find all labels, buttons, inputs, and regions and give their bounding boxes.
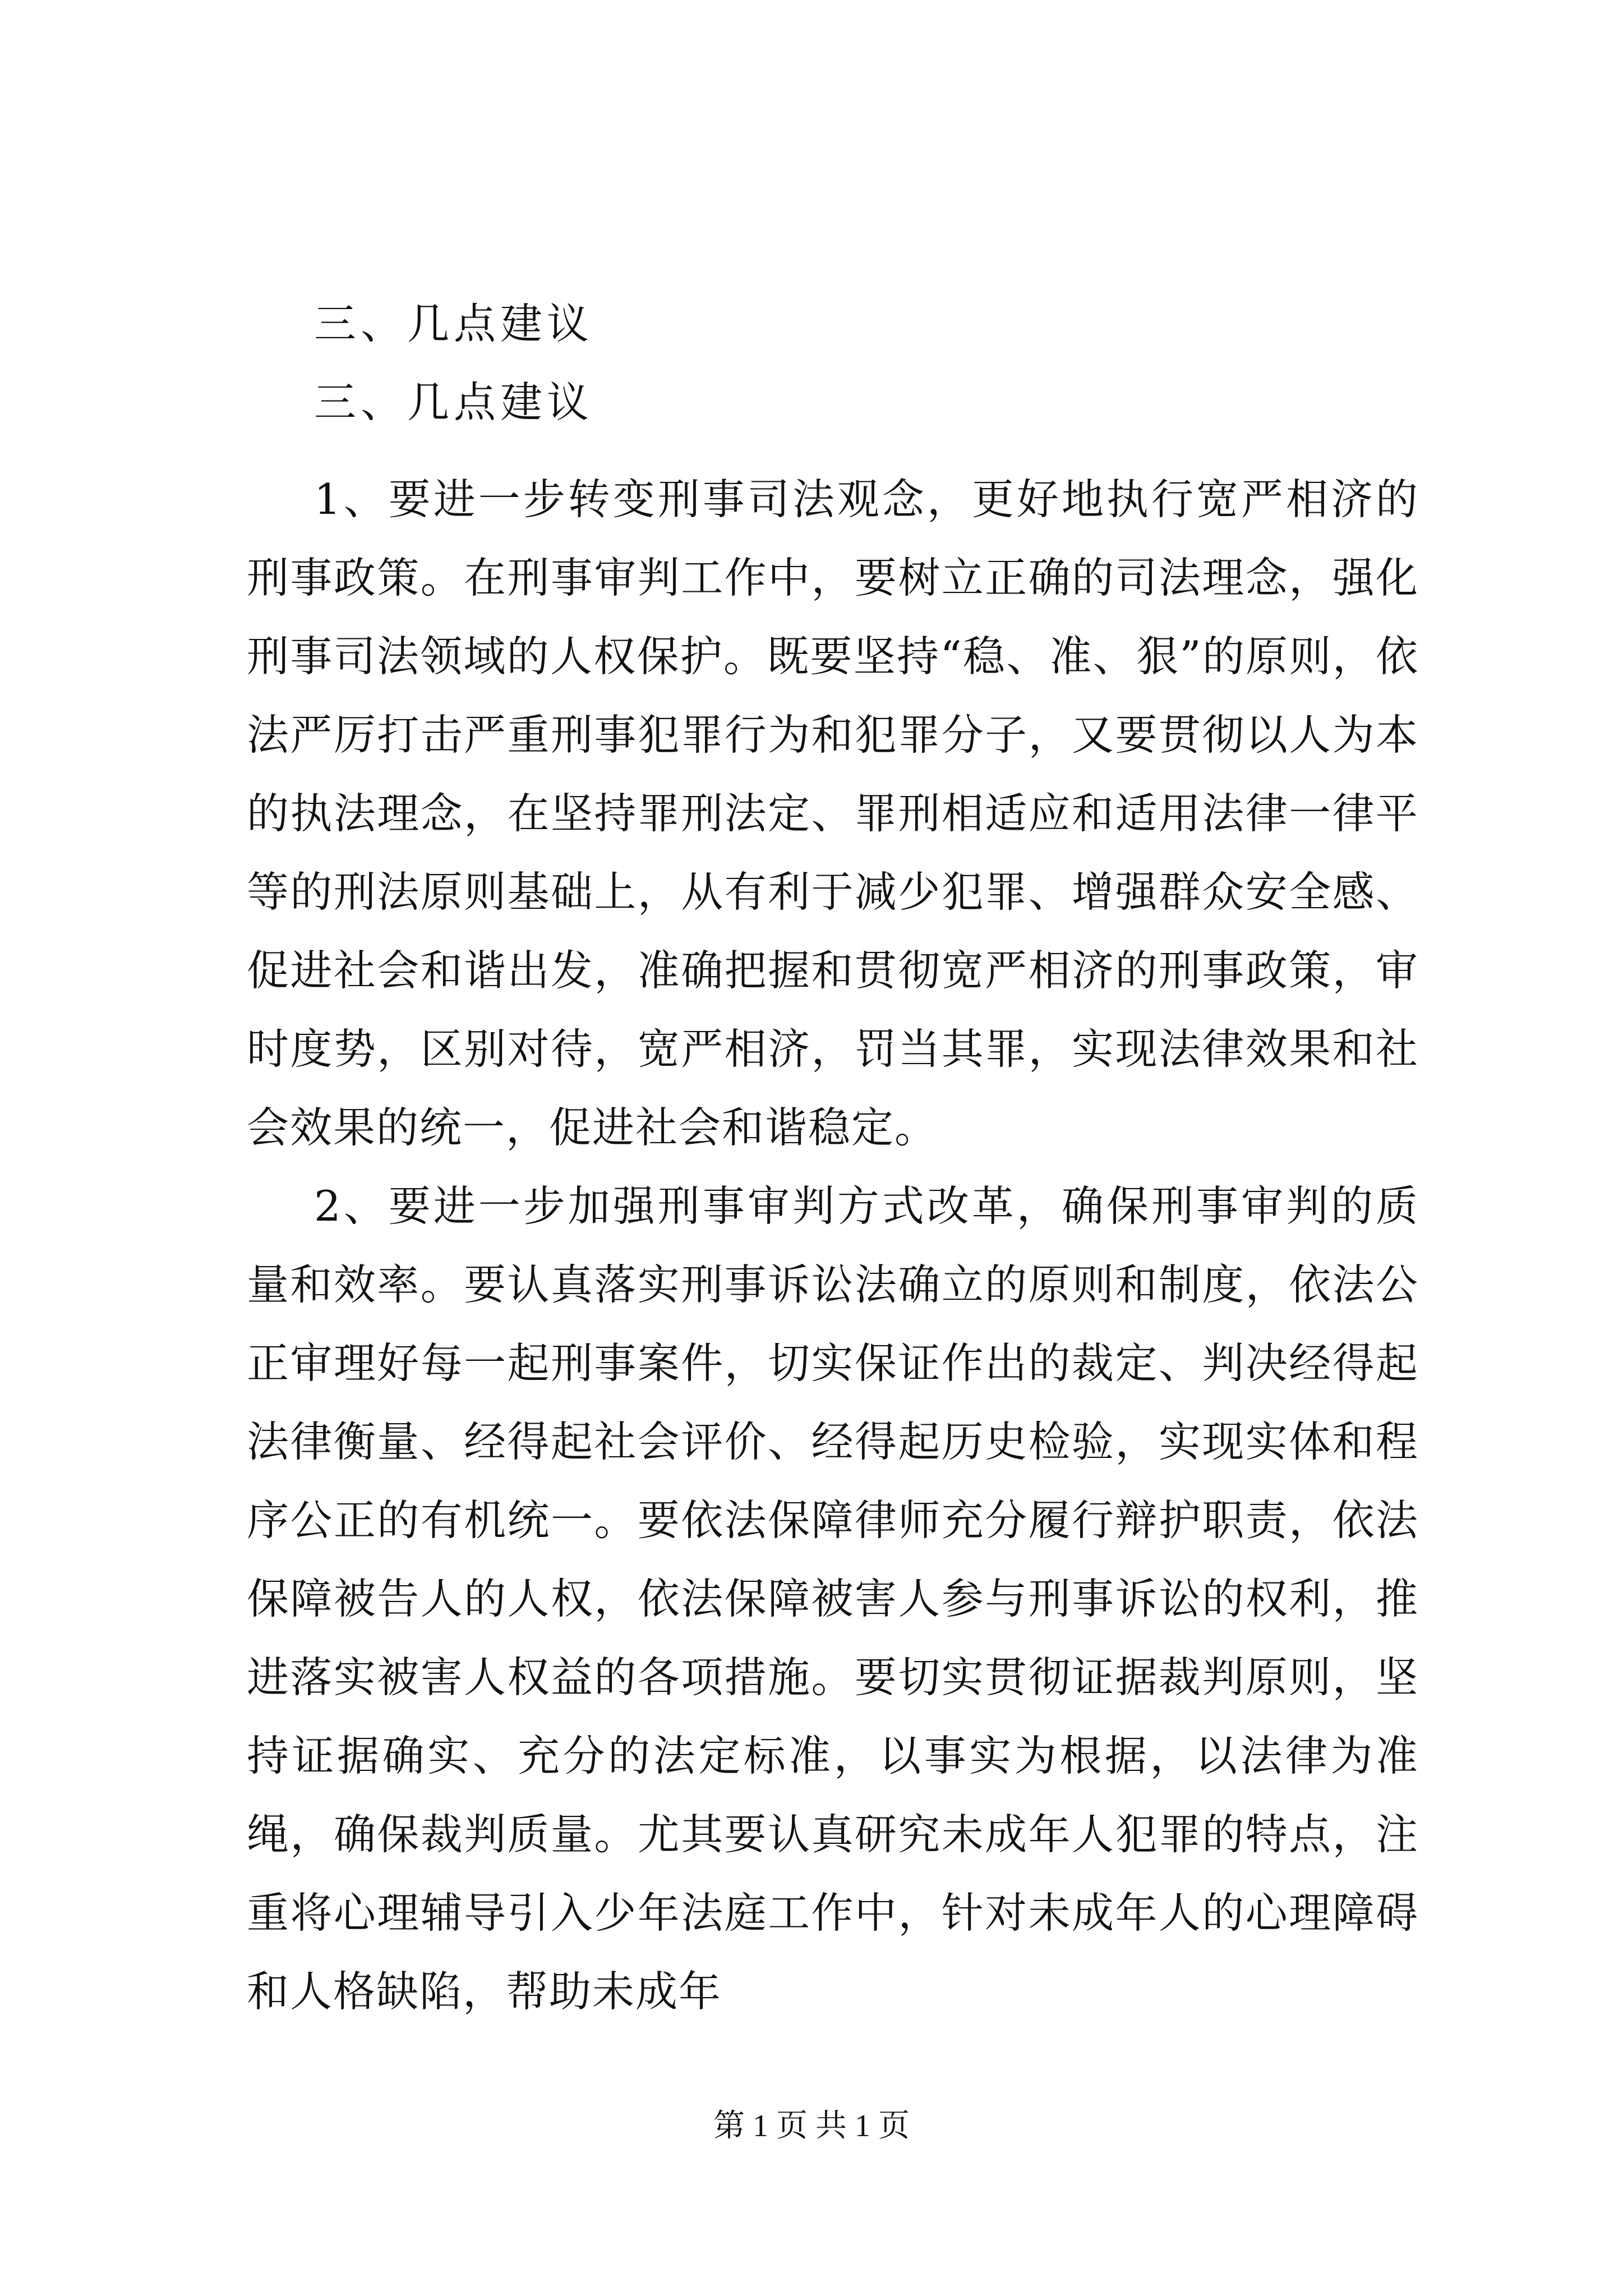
page-footer: 第 1 页 共 1 页	[713, 2109, 910, 2143]
document-body	[247, 299, 1419, 2031]
section-heading-repeat: 三、几点建议	[314, 378, 594, 427]
section-heading: 三、几点建议	[314, 299, 594, 348]
paragraph-2: 2、要进一步加强刑事审判方式改革，确保刑事审判的质量和效率。要认真落实刑事诉讼法确立的原则和制度，依法公正审理好每一起刑事案件，切实保证作出的裁定、判决经得起法律衡量、经得起社会评价、经得起历史检验，实现实体和程序公正的有机统一。要依法保障律师充分履行辩护职责，依法保障被告人的人权，依法保障被害人参与刑事诉讼的权利，推进落实被害人权益的各项措施。要切实贯彻证据裁判原则，坚持证据确实、充分的法定标准，以事实为根据，以法律为准绳，确保裁判质量。尤其要认真研究未成年人犯罪的特点，注重将心理辅导引入少年法庭工作中，针对未成年人的心理障碍和人格缺陷，帮助未成年	[247, 1181, 1419, 2016]
paragraph-1: 1、要进一步转变刑事司法观念，更好地执行宽严相济的刑事政策。在刑事审判工作中，要树立正确的司法理念，强化刑事司法领域的人权保护。既要坚持“稳、准、狠”的原则，依法严厉打击严重刑事犯罪行为和犯罪分子，又要贯彻以人为本的执法理念，在坚持罪刑法定、罪刑相适应和适用法律一律平等的刑法原则基础上，从有利于减少犯罪、增强群众安全感、促进社会和谐出发，准确把握和贯彻宽严相济的刑事政策，审时度势，区别对待，宽严相济，罚当其罪，实现法律效果和社会效果的统一，促进社会和谐稳定。	[247, 475, 1419, 1152]
